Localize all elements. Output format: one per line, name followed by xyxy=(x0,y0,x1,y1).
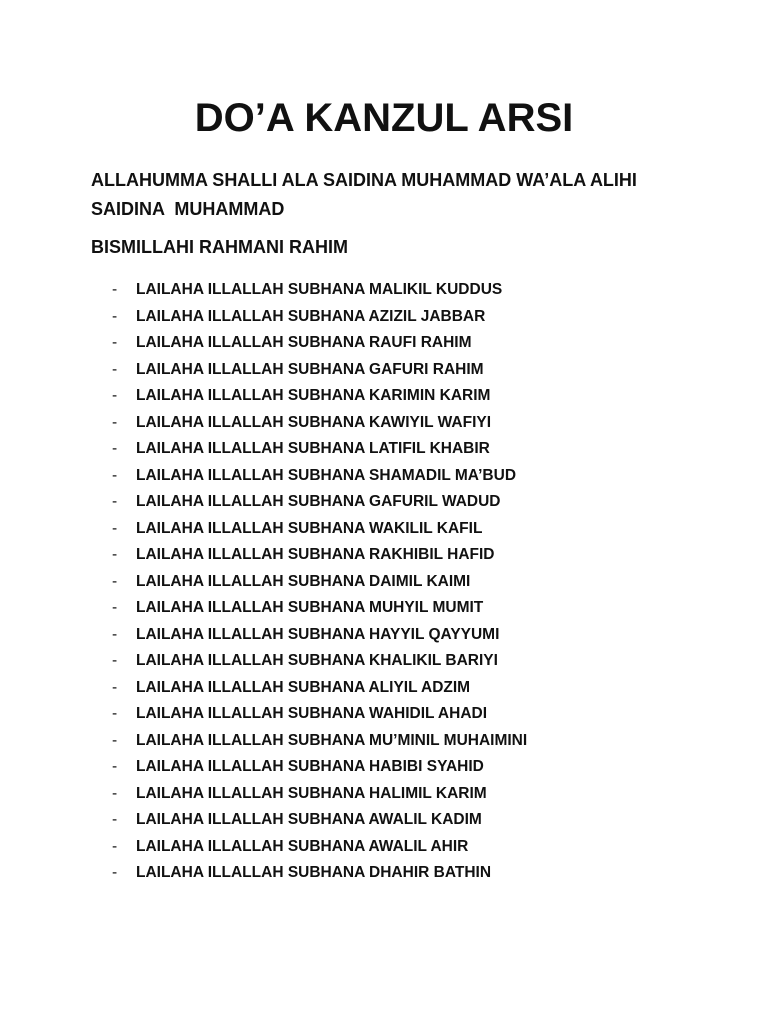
list-item-text: LAILAHA ILLALLAH SUBHANA GAFURI RAHIM xyxy=(136,360,484,378)
dash-bullet: - xyxy=(112,334,118,351)
dash-bullet: - xyxy=(112,811,118,828)
list-item-text: LAILAHA ILLALLAH SUBHANA SHAMADIL MA’BUD xyxy=(136,466,517,484)
list-item xyxy=(112,730,527,757)
list-item xyxy=(112,809,527,836)
list-item-text: LAILAHA ILLALLAH SUBHANA MUHYIL MUMIT xyxy=(136,599,484,616)
dash-bullet: - xyxy=(112,572,118,590)
list-item xyxy=(112,597,527,624)
list-item-text: LAILAHA ILLALLAH SUBHANA AWALIL AHIR xyxy=(136,837,469,855)
dash-bullet: - xyxy=(112,307,118,325)
dash-bullet: - xyxy=(112,519,118,537)
list-item-text: LAILAHA ILLALLAH SUBHANA RAKHIBIL HAFID xyxy=(136,546,495,563)
list-item xyxy=(112,571,527,598)
list-item-text: LAILAHA ILLALLAH SUBHANA HABIBI SYAHID xyxy=(136,758,484,775)
dash-bullet: - xyxy=(112,599,118,616)
dash-bullet: - xyxy=(112,387,118,404)
dash-bullet: - xyxy=(112,546,118,563)
dash-bullet: - xyxy=(112,758,118,775)
list-item-text: LAILAHA ILLALLAH SUBHANA AWALIL KADIM xyxy=(136,811,482,828)
list-item-text: LAILAHA ILLALLAH SUBHANA KHALIKIL BARIYI xyxy=(136,652,498,669)
list-item xyxy=(112,306,527,333)
list-item xyxy=(112,544,527,571)
dash-bullet: - xyxy=(112,784,118,802)
dash-bullet: - xyxy=(112,413,118,431)
list-item xyxy=(112,438,527,465)
basmala-line: BISMILLAHI RAHMANI RAHIM xyxy=(91,237,348,257)
list-item xyxy=(112,756,527,783)
dash-bullet: - xyxy=(112,466,118,484)
list-item xyxy=(112,465,527,492)
list-item-text: LAILAHA ILLALLAH SUBHANA WAHIDIL AHADI xyxy=(136,705,488,722)
list-item xyxy=(112,862,527,889)
salawat-line-2: SAIDINA MUHAMMAD xyxy=(91,199,285,219)
list-item xyxy=(112,836,527,863)
list-item-text: LAILAHA ILLALLAH SUBHANA DAIMIL KAIMI xyxy=(136,572,471,590)
list-item-text: LAILAHA ILLALLAH SUBHANA WAKILIL KAFIL xyxy=(136,519,483,537)
dash-bullet: - xyxy=(112,864,118,881)
dash-bullet: - xyxy=(112,440,118,457)
list-item-text: LAILAHA ILLALLAH SUBHANA HALIMIL KARIM xyxy=(136,784,487,802)
list-item xyxy=(112,359,527,386)
list-item xyxy=(112,279,527,306)
dash-bullet: - xyxy=(112,281,118,298)
list-item-text: LAILAHA ILLALLAH SUBHANA KARIMIN KARIM xyxy=(136,387,491,404)
list-item-text: LAILAHA ILLALLAH SUBHANA KAWIYIL WAFIYI xyxy=(136,413,492,431)
dash-bullet: - xyxy=(112,652,118,669)
list-item-text: LAILAHA ILLALLAH SUBHANA LATIFIL KHABIR xyxy=(136,440,490,457)
list-item-text: LAILAHA ILLALLAH SUBHANA AZIZIL JABBAR xyxy=(136,307,486,325)
dash-bullet: - xyxy=(112,705,118,722)
list-item xyxy=(112,677,527,704)
list-item-text: LAILAHA ILLALLAH SUBHANA HAYYIL QAYYUMI xyxy=(136,625,500,643)
list-item-text: LAILAHA ILLALLAH SUBHANA RAUFI RAHIM xyxy=(136,334,472,351)
list-item xyxy=(112,491,527,518)
list-item xyxy=(112,518,527,545)
dzikir-list xyxy=(112,279,527,889)
salawat-paragraph xyxy=(91,166,637,224)
dash-bullet: - xyxy=(112,625,118,643)
dash-bullet: - xyxy=(112,837,118,855)
list-item-text: LAILAHA ILLALLAH SUBHANA MALIKIL KUDDUS xyxy=(136,281,503,298)
list-item xyxy=(112,650,527,677)
list-item xyxy=(112,412,527,439)
list-item-text: LAILAHA ILLALLAH SUBHANA ALIYIL ADZIM xyxy=(136,678,471,696)
list-item xyxy=(112,385,527,412)
dash-bullet: - xyxy=(112,678,118,696)
dash-bullet: - xyxy=(112,493,118,510)
list-item-text: LAILAHA ILLALLAH SUBHANA GAFURIL WADUD xyxy=(136,493,501,510)
list-item xyxy=(112,703,527,730)
list-item xyxy=(112,624,527,651)
dash-bullet: - xyxy=(112,731,118,749)
salawat-line-1: ALLAHUMMA SHALLI ALA SAIDINA MUHAMMAD WA’ALA ALIHI xyxy=(91,170,637,190)
list-item-text: LAILAHA ILLALLAH SUBHANA DHAHIR BATHIN xyxy=(136,864,492,881)
list-item xyxy=(112,783,527,810)
dash-bullet: - xyxy=(112,360,118,378)
list-item-text: LAILAHA ILLALLAH SUBHANA MU’MINIL MUHAIMINI xyxy=(136,731,528,749)
list-item xyxy=(112,332,527,359)
document-title: DO’A KANZUL ARSI xyxy=(194,96,574,140)
